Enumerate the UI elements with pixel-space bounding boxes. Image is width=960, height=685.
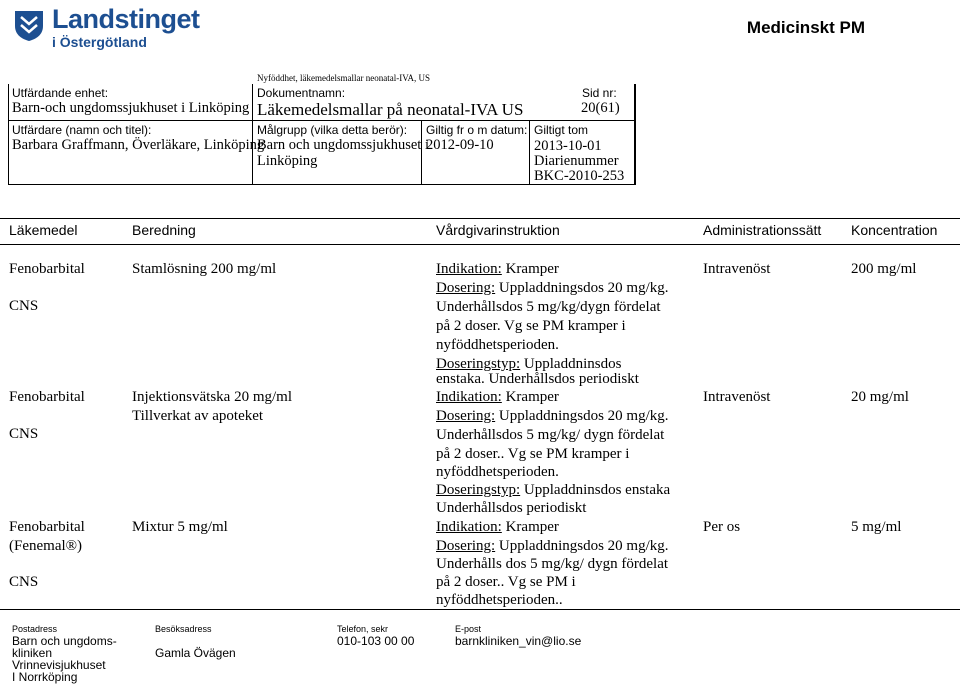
- issuer: Barbara Graffmann, Överläkare, Linköping: [12, 137, 265, 153]
- concentration: 200 mg/ml: [851, 261, 917, 277]
- table-header: [0, 218, 960, 245]
- issuing-unit: Barn-och ungdomssjukhuset i Linköping: [12, 100, 250, 116]
- column-header-drug: Läkemedel: [9, 222, 78, 238]
- drug-category: CNS: [9, 574, 39, 590]
- concentration: 20 mg/ml: [851, 389, 909, 405]
- document-type: Medicinskt PM: [746, 18, 865, 37]
- dosing-type: Doseringstyp: Uppladdninsdos: [436, 356, 622, 372]
- drug-brand: (Fenemal®): [9, 538, 83, 554]
- column-header-administration: Administrationssätt: [703, 222, 822, 238]
- postal-address-line: Barn och ungdoms-: [12, 634, 117, 648]
- target-group-line1: Barn och ungdomssjukhuset i: [257, 137, 429, 153]
- logo-text-line1: Landstinget: [52, 4, 200, 34]
- instruction-line: på 2 doser.. Vg se PM i: [436, 574, 576, 590]
- preparation: Tillverkat av apoteket: [132, 408, 264, 424]
- email-label: E-post: [455, 624, 482, 634]
- landstinget-logo: [12, 4, 212, 52]
- phone-label: Telefon, sekr: [337, 624, 389, 634]
- drug-name: Fenobarbital: [9, 261, 85, 277]
- instruction-line: på 2 doser.. Vg se PM kramper i: [436, 446, 630, 462]
- administration-route: Intravenöst: [703, 261, 771, 277]
- logo-text-line2: i Östergötland: [52, 34, 147, 50]
- column-header-instruction: Vårdgivarinstruktion: [436, 222, 560, 238]
- dosing: Dosering: Uppladdningsdos 20 mg/kg.: [436, 280, 669, 296]
- administration-route: Per os: [703, 519, 741, 535]
- page-number: 20(61): [581, 100, 620, 116]
- valid-from: 2012-09-10: [426, 137, 494, 153]
- column-header-preparation: Beredning: [132, 222, 196, 238]
- preparation: Mixtur 5 mg/ml: [132, 519, 228, 535]
- issuer-label: Utfärdare (namn och titel):: [12, 123, 152, 137]
- small-document-title: Nyföddhet, läkemedelsmallar neonatal-IVA, US: [257, 73, 431, 83]
- indication: Indikation: Kramper: [436, 389, 559, 405]
- drug-category: CNS: [9, 426, 39, 442]
- indication: Indikation: Kramper: [436, 519, 559, 535]
- valid-to-label: Giltigt tom: [534, 123, 589, 137]
- dosing: Dosering: Uppladdningsdos 20 mg/kg.: [436, 408, 669, 424]
- drug-name: Fenobarbital: [9, 389, 85, 405]
- phone-number: 010-103 00 00: [337, 634, 415, 648]
- postal-address-line: kliniken: [12, 646, 53, 660]
- postal-address-label: Postadress: [12, 624, 58, 634]
- instruction-line: nyföddhetsperioden.: [436, 464, 559, 480]
- instruction-line: nyföddhetsperioden.: [436, 337, 559, 353]
- instruction-line: Underhålls dos 5 mg/kg/ dygn fördelat: [436, 556, 669, 572]
- footer-divider: [0, 609, 960, 610]
- visit-address-label: Besöksadress: [155, 624, 212, 634]
- valid-to: 2013-10-01: [534, 138, 602, 154]
- visit-address: Gamla Övägen: [155, 646, 236, 660]
- doc-name: Läkemedelsmallar på neonatal-IVA US: [257, 100, 524, 119]
- administration-route: Intravenöst: [703, 389, 771, 405]
- valid-from-label: Giltig fr o m datum:: [426, 123, 528, 137]
- instruction-line: på 2 doser. Vg se PM kramper i: [436, 318, 626, 334]
- instruction-line: nyföddhetsperioden..: [436, 592, 563, 608]
- email-address[interactable]: barnkliniken_vin@lio.se: [455, 634, 582, 648]
- preparation: Stamlösning 200 mg/ml: [132, 261, 277, 277]
- instruction-line: Underhållsdos 5 mg/kg/ dygn fördelat: [436, 427, 665, 443]
- doc-name-label: Dokumentnamn:: [257, 86, 346, 100]
- county-crest-icon: [12, 8, 46, 42]
- drug-category: CNS: [9, 298, 39, 314]
- instruction-line: Underhållsdos periodiskt: [436, 500, 587, 516]
- dosing: Dosering: Uppladdningsdos 20 mg/kg.: [436, 538, 669, 554]
- issuing-unit-label: Utfärdande enhet:: [12, 86, 109, 100]
- column-header-concentration: Koncentration: [851, 222, 938, 238]
- target-group-label: Målgrupp (vilka detta berör):: [257, 123, 408, 137]
- instruction-line: enstaka. Underhållsdos periodiskt: [436, 371, 639, 387]
- drug-name: Fenobarbital: [9, 519, 85, 535]
- preparation: Injektionsvätska 20 mg/ml: [132, 389, 292, 405]
- instruction-line: Underhållsdos 5 mg/kg/dygn fördelat: [436, 299, 661, 315]
- page-number-label: Sid nr:: [582, 86, 617, 100]
- postal-address-line: I Norrköping: [12, 670, 78, 684]
- indication: Indikation: Kramper: [436, 261, 559, 277]
- dosing-type: Doseringstyp: Uppladdninsdos enstaka: [436, 482, 671, 498]
- diary-number: BKC-2010-253: [534, 168, 625, 184]
- postal-address-line: Vrinnevisjukhuset: [12, 658, 106, 672]
- concentration: 5 mg/ml: [851, 519, 902, 535]
- target-group-line2: Linköping: [257, 153, 318, 169]
- diary-number-label: Diarienummer: [534, 153, 619, 169]
